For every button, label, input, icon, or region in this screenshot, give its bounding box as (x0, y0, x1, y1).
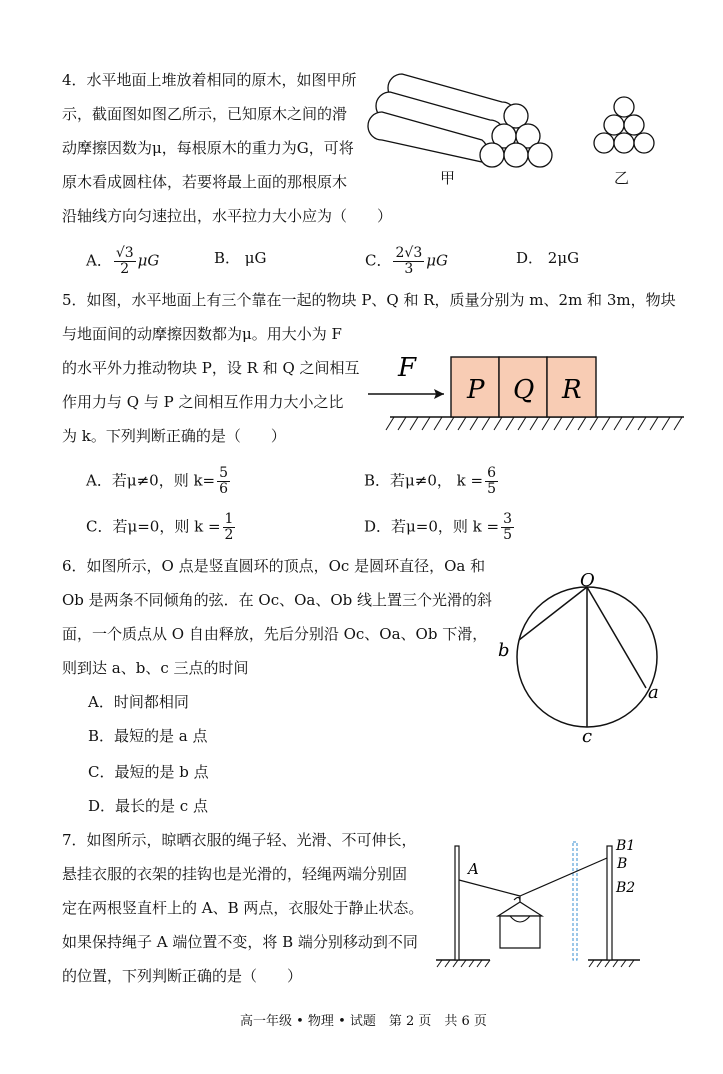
q7-figure-clothesline (434, 836, 648, 968)
q5-option-b: B．若μ≠0， k = $\frac{6}{5}$ (364, 465, 496, 497)
q5-block-r: R (562, 375, 582, 405)
q5-line-3: 的水平外力推动物块 P，设 R 和 Q 之间相互 (62, 359, 360, 377)
q5-line-1: 5．如图，水平地面上有三个靠在一起的物块 P、Q 和 R，质量分别为 m、2m 和 3m，物块 (62, 291, 676, 309)
q7-label-b2: B2 (616, 880, 636, 896)
q4-line-4: 原木看成圆柱体，若要将最上面的那根原木 (62, 173, 348, 191)
q4-figure-logs (372, 62, 572, 162)
q6-line-4: 则到达 a、b、c 三点的时间 (62, 659, 249, 677)
q4-figure-cross-section (598, 96, 662, 160)
q5-force-label: F (398, 353, 417, 383)
q6-option-c: C．最短的是 b 点 (88, 763, 209, 781)
q7-label-b: B (617, 856, 628, 872)
q5-block-p: P (467, 375, 485, 405)
q6-label-b: b (498, 640, 510, 661)
q6-figure-circle (494, 570, 670, 747)
q4-line-1: 4．水平地面上堆放着相同的原木，如图甲所 (62, 71, 357, 89)
q7-label-b1: B1 (616, 838, 636, 854)
q5-figure-blocks (364, 350, 686, 436)
q5-block-q: Q (513, 375, 535, 405)
q7-line-4: 如果保持绳子 A 端位置不变，将 B 端分别移动到不同 (62, 933, 418, 951)
q4-line-5: 沿轴线方向匀速拉出，水平拉力大小应为（ ） (62, 207, 393, 225)
q4-line-3: 动摩擦因数为μ，每根原木的重力为G，可将 (62, 139, 354, 157)
q7-line-3: 定在两根竖直杆上的 A、B 两点，衣服处于静止状态。 (62, 899, 424, 917)
q4-option-c: C． $\frac{2√3}{3}$ μG (365, 245, 448, 277)
q6-option-a: A．时间都相同 (88, 693, 189, 711)
q5-line-4: 作用力与 Q 与 P 之间相互作用力大小之比 (62, 393, 344, 411)
q7-line-1: 7．如图所示，晾晒衣服的绳子轻、光滑、不可伸长， (62, 831, 417, 849)
q5-line-2: 与地面间的动摩擦因数都为μ。用大小为 F (62, 325, 342, 343)
q6-line-2: Ob 是两条不同倾角的弦．在 Oc、Oa、Ob 线上置三个光滑的斜 (62, 591, 493, 609)
q6-label-o: O (580, 570, 595, 591)
q6-label-a: a (648, 682, 659, 703)
q5-option-a: A．若μ≠0，则 k= $\frac{5}{6}$ (86, 465, 229, 497)
q7-label-a: A (468, 860, 479, 878)
q4-option-a: A． $\frac{√3}{2}$ μG (86, 245, 160, 277)
q6-line-3: 面，一个质点从 O 自由释放，先后分别沿 Oc、Oa、Ob 下滑， (62, 625, 488, 643)
q7-line-2: 悬挂衣服的衣架的挂钩也是光滑的，轻绳两端分别固 (62, 865, 408, 883)
q6-option-d: D．最长的是 c 点 (88, 797, 208, 815)
q6-option-b: B．最短的是 a 点 (88, 727, 208, 745)
q4-option-b: B． μG (214, 249, 267, 267)
q4-option-d: D． 2μG (516, 249, 580, 267)
q7-line-5: 的位置，下列判断正确的是（ ） (62, 967, 303, 985)
q5-option-d: D．若μ=0，则 k = $\frac{3}{5}$ (364, 511, 513, 543)
q5-line-5: 为 k。下列判断正确的是（ ） (62, 427, 286, 445)
page-footer: 高一年级 • 物理 • 试题 第 2 页 共 6 页 (240, 1014, 487, 1029)
q5-option-c: C．若μ=0，则 k = $\frac{1}{2}$ (86, 511, 234, 543)
q6-line-1: 6．如图所示，O 点是竖直圆环的顶点，Oc 是圆环直径，Oa 和 (62, 557, 486, 575)
q4-fig-label-a: 甲 (440, 169, 456, 187)
q4-line-2: 示，截面图如图乙所示，已知原木之间的滑 (62, 105, 348, 123)
q6-label-c: c (582, 726, 593, 747)
q4-fig-label-b: 乙 (614, 169, 630, 187)
